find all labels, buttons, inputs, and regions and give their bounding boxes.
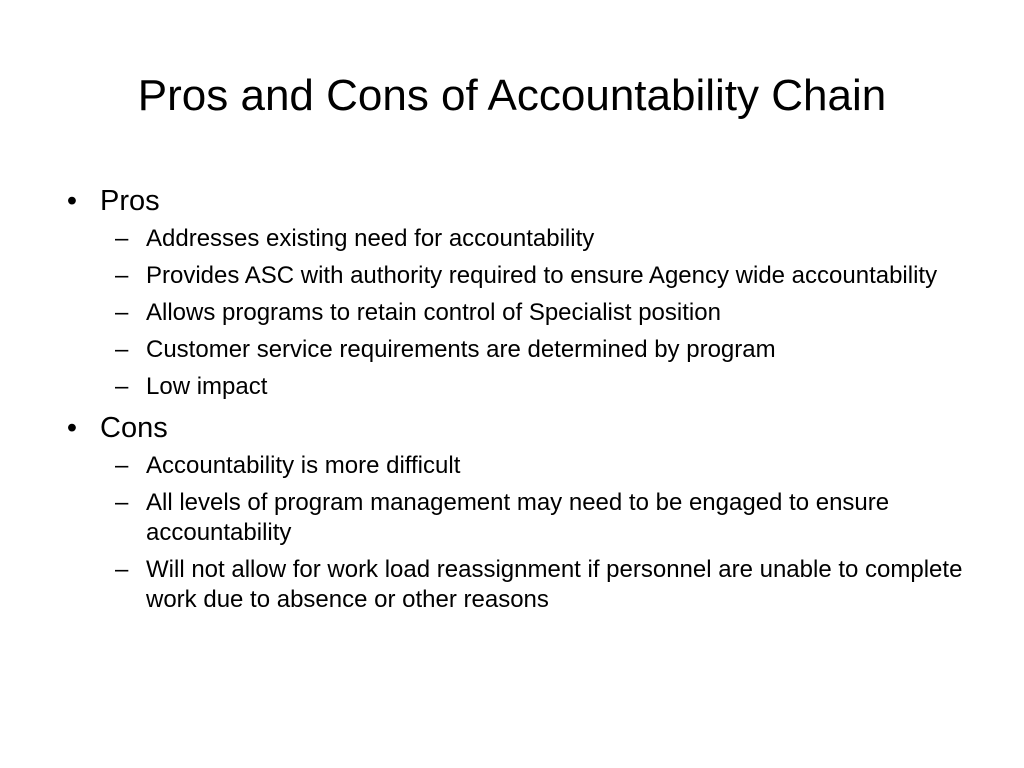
list-item-text: Low impact (146, 373, 268, 400)
list-item (60, 488, 970, 548)
list-item (60, 261, 970, 291)
list-item (60, 335, 970, 365)
list-item (60, 451, 970, 481)
slide-title: Pros and Cons of Accountability Chain (137, 71, 887, 120)
list-item-text: Provides ASC with authority required to ensure Agency wide accountability (146, 262, 938, 289)
dash-icon: – (115, 373, 129, 400)
slide-body (60, 182, 970, 622)
bullet-dot-icon: • (66, 185, 78, 217)
list-item (60, 224, 970, 254)
list-item-text: Accountability is more difficult (146, 452, 461, 479)
pros-list (60, 224, 970, 402)
dash-icon: – (115, 489, 129, 516)
list-item-text: Allows programs to retain control of Specialist position (146, 299, 721, 326)
list-item (60, 298, 970, 328)
dash-icon: – (115, 262, 129, 289)
bullet-pros (60, 182, 970, 220)
list-item (60, 372, 970, 402)
dash-icon: – (115, 556, 129, 583)
section-heading: Pros (100, 185, 160, 217)
cons-list (60, 451, 970, 615)
section-heading: Cons (100, 412, 168, 444)
dash-icon: – (115, 336, 129, 363)
dash-icon: – (115, 225, 129, 252)
dash-icon: – (115, 299, 129, 326)
dash-icon: – (115, 452, 129, 479)
list-item (60, 555, 970, 615)
list-item-text: Customer service requirements are determined by program (146, 336, 776, 363)
bullet-dot-icon: • (66, 412, 78, 444)
list-item-text: Will not allow for work load reassignment if personnel are unable to complete work due to absence or other reasons (146, 556, 963, 613)
bullet-cons (60, 409, 970, 447)
section-pros (60, 182, 970, 402)
list-item-text: All levels of program management may need to be engaged to ensure accountability (146, 489, 890, 546)
list-item-text: Addresses existing need for accountability (146, 225, 595, 252)
section-cons (60, 409, 970, 615)
